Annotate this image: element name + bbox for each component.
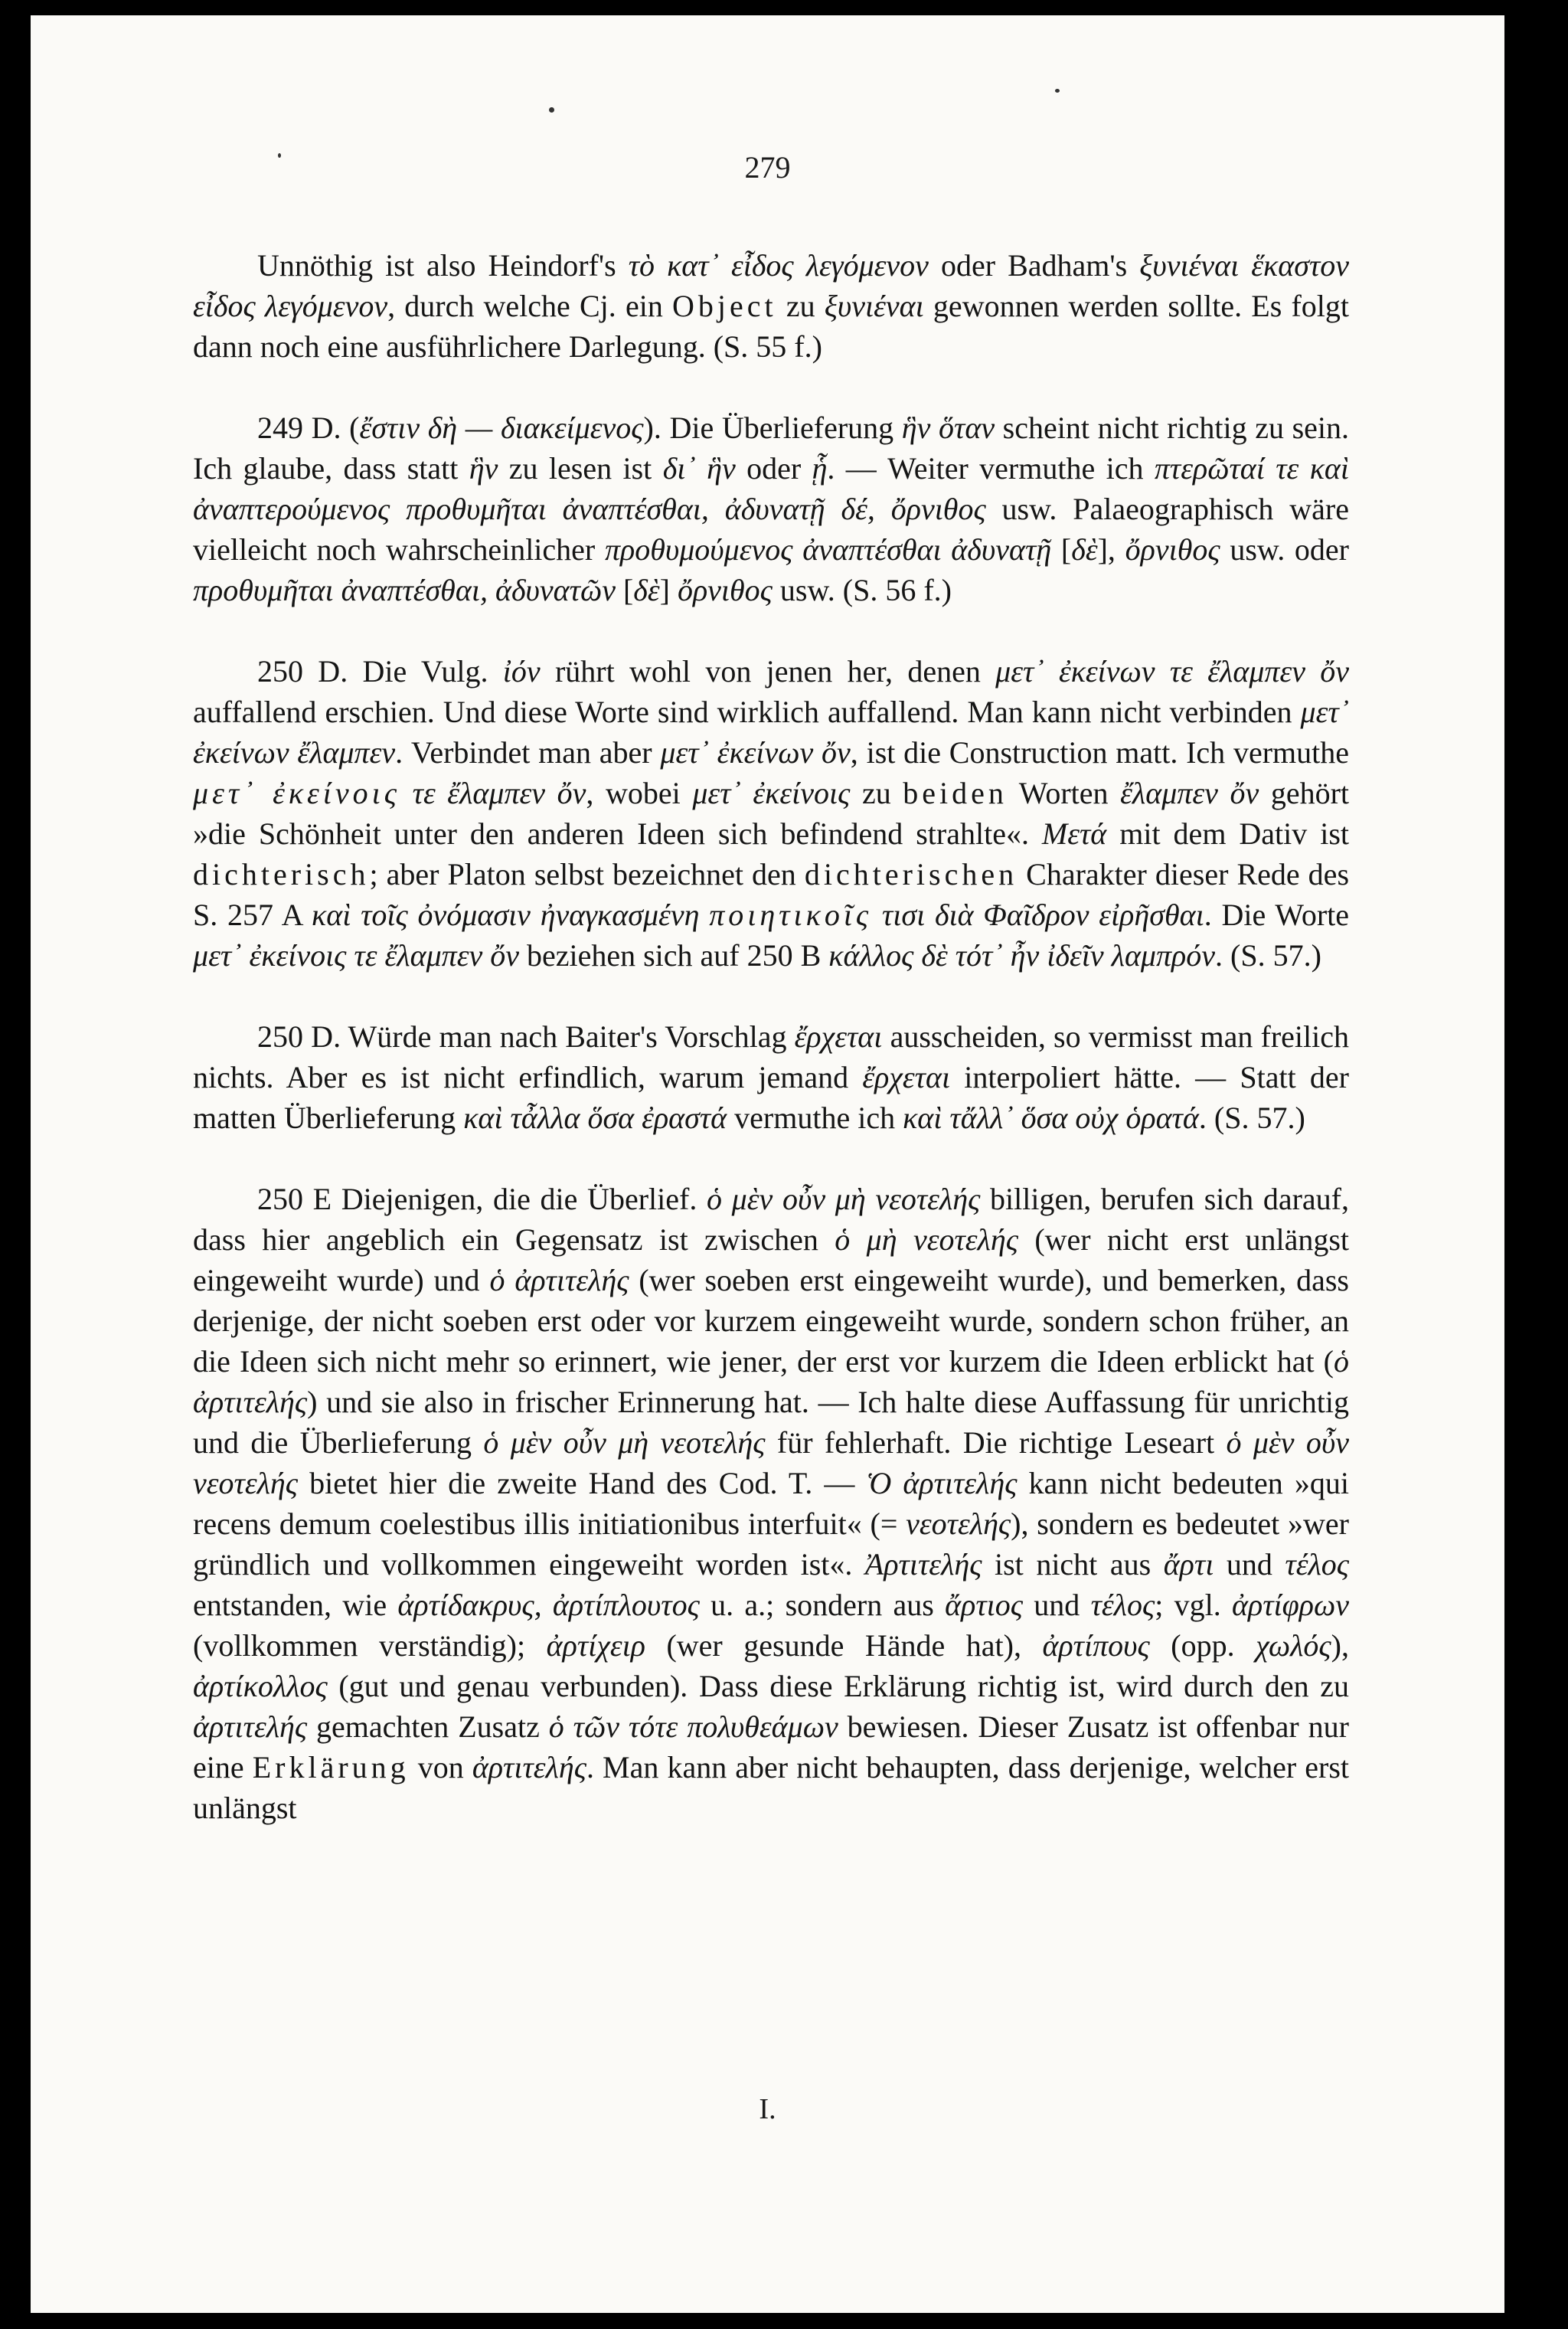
ink-speck — [549, 107, 554, 113]
greek-text: μετ᾽ ἐκείνων ὄν — [660, 735, 851, 770]
greek-text: ὁ μὲν οὖν νεοτελής — [193, 1425, 1350, 1500]
greek-text: προθυμῆται ἀναπτέσθαι, ἀδυνατῶν — [193, 573, 616, 607]
greek-text: ὁ μὲν οὖν μὴ νεοτελής — [707, 1182, 981, 1216]
text-run: ), — [1331, 1628, 1349, 1663]
text-run: Charakter dieser Rede des S. 257 A — [193, 857, 1350, 932]
paragraph-250E — [193, 1179, 1349, 1828]
greek-text: ὁ μὴ νεοτελής — [835, 1222, 1018, 1257]
text-run: . Die Worte — [1204, 898, 1350, 932]
greek-text: δι᾽ ἣν — [662, 451, 736, 486]
text-run: 250 D. Würde man nach Baiter's Vorschlag — [257, 1019, 795, 1054]
text-run: 250 D. Die Vulg. — [257, 654, 503, 689]
greek-text: νεοτελής — [906, 1506, 1011, 1541]
signature-mark: I. — [759, 2093, 776, 2125]
spaced-emphasis: dichterischen — [804, 857, 1018, 891]
greek-text: ἀρτίκολλος — [193, 1669, 328, 1703]
text-run: . — Weiter vermuthe ich — [827, 451, 1155, 486]
greek-text: ἄρτιος — [945, 1588, 1023, 1622]
text-run: gemachten Zusatz — [307, 1709, 549, 1744]
text-run: bewiesen. Dieser Zusatz ist offenbar nur eine — [193, 1709, 1349, 1784]
text-run: kann nicht bedeuten »qui recens demum coelestibus illis initiationibus interfuit« (= — [193, 1466, 1349, 1541]
text-run: (wer nicht erst unlängst eingeweiht wurde) und — [193, 1222, 1349, 1297]
text-run: , wobei — [586, 776, 693, 810]
text-run — [699, 898, 709, 932]
greek-text: ξυνιέναι ἕκαστον εἶδος λεγόμενον — [193, 248, 1350, 323]
greek-text: δὲ — [1071, 532, 1098, 567]
greek-text: ἔλαμπεν ὄν — [1120, 776, 1259, 810]
text-run: von — [409, 1750, 472, 1784]
greek-text: πτερῶταί τε καὶ ἀναπτερούμενος προθυμῆται ἀναπτέσθαι, ἀδυνατῇ δέ, ὄρνιθος — [193, 451, 1350, 526]
text-run: entstanden, wie — [193, 1588, 398, 1622]
greek-text: ἰόν — [502, 654, 541, 689]
greek-text: ὁ ἀρτιτελής — [193, 1344, 1349, 1419]
greek-text: ἀρτίχειρ — [546, 1628, 645, 1663]
greek-text: καὶ τοῖς ὀνόμασιν ἠναγκασμένη — [312, 898, 700, 932]
text-run: auffallend erschien. Und diese Worte sind wirklich auffallend. Man kann nicht verbinden — [193, 695, 1301, 729]
greek-text: κάλλος δὲ τότ᾽ ἦν ἰδεῖν λαμπρόν — [828, 938, 1216, 973]
greek-text: ἀρτίπους — [1042, 1628, 1150, 1663]
greek-text: ποιητικοῖς — [709, 898, 873, 932]
text-run: Worten — [1007, 776, 1121, 810]
text-run: ] — [659, 573, 678, 607]
text-run: bietet hier die zweite Hand des Cod. T. — — [298, 1466, 867, 1500]
text-run: zu — [776, 289, 825, 323]
text-run: interpoliert hätte. — Statt der matten Überlieferung — [193, 1060, 1349, 1135]
paragraph-250D-b — [193, 1016, 1349, 1138]
greek-text: μετ᾽ ἐκείνοις — [193, 776, 401, 810]
text-run: , durch welche Cj. ein — [387, 289, 673, 323]
greek-text: μετ᾽ ἐκείνων ἔλαμπεν — [193, 695, 1349, 770]
text-run: ; vgl. — [1155, 1588, 1233, 1622]
text-run: (wer soeben erst eingeweiht wurde), und bemerken, dass derjenige, der nicht soeben erst oder vor kurzem eingeweiht wurde, sondern schon früher, an die Ideen sich nicht mehr so erinnert, wie jener, der erst vor kurzem die Ideen erblickt hat ( — [193, 1263, 1349, 1379]
greek-text: ἣν — [469, 451, 498, 486]
text-run: gehört »die Schönheit unter den anderen Ideen sich befindend strahlte«. — [193, 776, 1350, 851]
paragraph-intro — [193, 245, 1349, 367]
greek-text: ἔρχεται — [862, 1060, 951, 1094]
spaced-emphasis: Erklärung — [252, 1750, 410, 1784]
paragraph-250D-a — [193, 651, 1349, 976]
text-run: und — [1214, 1547, 1285, 1582]
greek-text: τέλος — [1090, 1588, 1155, 1622]
book-page — [31, 15, 1504, 2313]
greek-text: ὁ μὲν οὖν μὴ νεοτελής — [483, 1425, 766, 1460]
text-run: 250 E Diejenigen, die die Überlief. — [257, 1182, 707, 1216]
greek-text: τε ἔλαμπεν ὄν — [412, 776, 586, 810]
text-run: , ist die Construction matt. Ich vermuthe — [850, 735, 1350, 770]
text-run: zu — [850, 776, 903, 810]
greek-text: καὶ τἄλλ᾽ ὅσα οὐχ ὁρατά — [903, 1101, 1199, 1135]
text-run: mit dem Dativ ist — [1106, 816, 1349, 851]
greek-text: μετ᾽ ἐκείνοις — [692, 776, 851, 810]
greek-text: ὁ τῶν τότε πολυθεάμων — [548, 1709, 838, 1744]
text-run: (wer gesunde Hände hat), — [645, 1628, 1043, 1663]
greek-text: ἀρτίφρων — [1232, 1588, 1349, 1622]
text-run: zu lesen ist — [498, 451, 663, 486]
greek-text: τὸ κατ᾽ εἶδος λεγόμενον — [628, 248, 929, 283]
greek-text: ἣν ὅταν — [901, 411, 995, 445]
greek-text: ἀρτιτελής — [472, 1750, 586, 1784]
text-run: ], — [1097, 532, 1125, 567]
text-run: [ — [615, 573, 634, 607]
text-run: [ — [1051, 532, 1072, 567]
text-run: (opp. — [1149, 1628, 1256, 1663]
greek-text: ἔρχεται — [794, 1019, 883, 1054]
text-run: ausscheiden, so vermisst man freilich nichts. Aber es ist nicht erfindlich, warum jemand — [193, 1019, 1350, 1094]
text-run: beziehen sich auf 250 B — [518, 938, 829, 973]
spaced-emphasis: beiden — [903, 776, 1008, 810]
text-run: ). Die Überlieferung — [643, 411, 902, 445]
greek-text: δὲ — [633, 573, 660, 607]
greek-text: ὁ ἀρτιτελής — [489, 1263, 629, 1297]
greek-text: καὶ τἆλλα ὅσα ἐραστά — [463, 1101, 727, 1135]
text-run: usw. oder — [1220, 532, 1350, 567]
text-run: oder — [735, 451, 812, 486]
greek-text: Ὁ ἀρτιτελής — [866, 1466, 1018, 1500]
greek-text: ᾗ — [812, 451, 828, 486]
greek-text: ὄρνιθος — [677, 573, 773, 607]
text-run: für fehlerhaft. Die richtige Leseart — [765, 1425, 1227, 1460]
text-run: (gut und genau verbunden). Dass diese Erklärung richtig ist, wird durch den zu — [327, 1669, 1349, 1703]
greek-text: χωλός — [1256, 1628, 1331, 1663]
body-text — [193, 245, 1349, 1828]
greek-text: ξυνιέναι — [824, 289, 924, 323]
text-run: gewonnen werden sollte. Es folgt dann noch eine ausführlichere Darlegung. (S. 55 f.) — [193, 289, 1349, 364]
text-run: 249 D. ( — [257, 411, 360, 445]
greek-text: ἔστιν δὴ — διακείμενος — [359, 411, 644, 445]
text-run: u. a.; sondern aus — [699, 1588, 946, 1622]
text-run: billigen, berufen sich darauf, dass hier angeblich ein Gegensatz ist zwischen — [193, 1182, 1349, 1257]
greek-text: τέλος — [1285, 1547, 1350, 1582]
text-run: ), sondern es bedeutet »wer gründlich und vollkommen eingeweiht worden ist«. — [193, 1506, 1349, 1582]
greek-text: μετ᾽ ἐκείνοις τε ἔλαμπεν ὄν — [193, 938, 519, 973]
greek-text: προθυμούμενος ἀναπτέσθαι ἀδυνατῇ — [604, 532, 1052, 567]
paragraph-249D — [193, 407, 1349, 610]
text-run: usw. Palaeographisch wäre vielleicht noch wahrscheinlicher — [193, 492, 1349, 567]
text-run: usw. (S. 56 f.) — [772, 573, 952, 607]
text-run: rührt wohl von jenen her, denen — [540, 654, 996, 689]
spaced-emphasis: dichterisch — [193, 857, 370, 891]
text-run — [872, 898, 882, 932]
text-run: ; aber Platon selbst bezeichnet den — [369, 857, 805, 891]
text-run: und — [1022, 1588, 1091, 1622]
page-number: 279 — [744, 150, 791, 185]
greek-text: ἀρτιτελής — [193, 1709, 308, 1744]
ink-speck — [1055, 89, 1060, 93]
greek-text: μετ᾽ ἐκείνων τε ἔλαμπεν ὄν — [995, 654, 1350, 689]
greek-text: ὄρνιθος — [1125, 532, 1220, 567]
greek-text: τισι διὰ Φαῖδρον εἰρῆσθαι — [881, 898, 1204, 932]
text-run: . Verbindet man aber — [395, 735, 661, 770]
text-run — [400, 776, 413, 810]
text-run: . (S. 57.) — [1198, 1101, 1305, 1135]
greek-text: Μετά — [1041, 816, 1107, 851]
text-run: . (S. 57.) — [1215, 938, 1321, 973]
greek-text: ἀρτίδακρυς, ἀρτίπλουτος — [397, 1588, 700, 1622]
greek-text: ἄρτι — [1163, 1547, 1214, 1582]
text-run: scheint nicht richtig zu sein. Ich glaube, dass statt — [193, 411, 1350, 486]
text-run: . Man kann aber nicht behaupten, dass derjenige, welcher erst unlängst — [193, 1750, 1350, 1825]
text-run: ) und sie also in frischer Erinnerung hat. — Ich halte diese Auffassung für unrichtig und die Überlieferung — [193, 1385, 1349, 1460]
greek-text: Ἀρτιτελής — [864, 1547, 982, 1582]
spaced-emphasis: Object — [672, 289, 777, 323]
text-run: vermuthe ich — [727, 1101, 903, 1135]
text-run: Unnöthig ist also Heindorf's — [257, 248, 629, 283]
text-run: ist nicht aus — [982, 1547, 1164, 1582]
text-run: (vollkommen verständig); — [193, 1628, 547, 1663]
text-run: oder Badham's — [928, 248, 1140, 283]
